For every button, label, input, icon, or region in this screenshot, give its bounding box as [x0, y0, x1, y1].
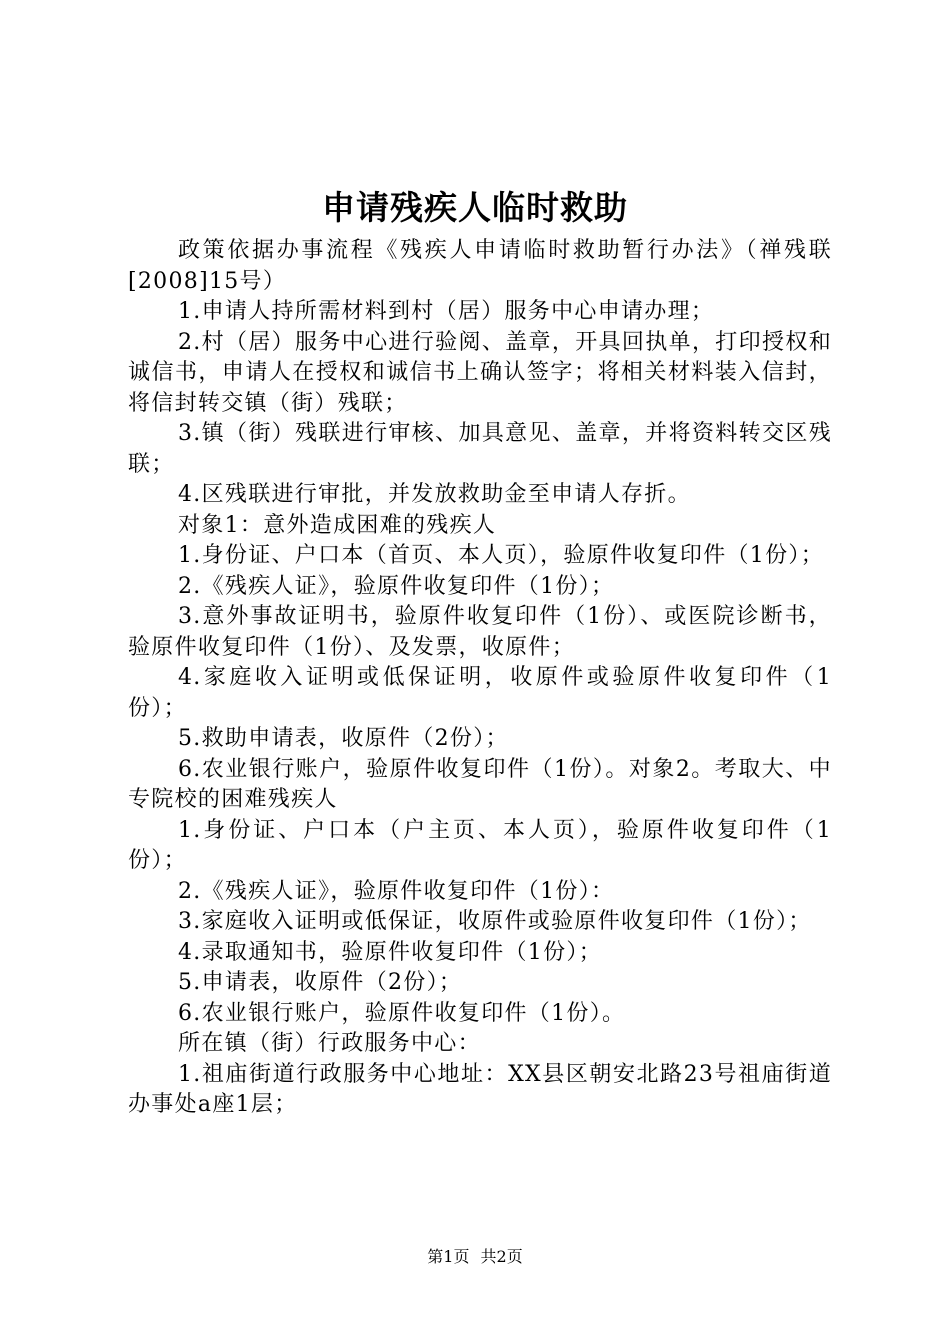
- page-total: 共2页: [480, 1247, 523, 1266]
- document-title: 申请残疾人临时救助: [322, 188, 628, 227]
- paragraph: 1.申请人持所需材料到村（居）服务中心申请办理；: [178, 299, 715, 324]
- paragraph: 3.镇（街）残联进行审核、加具意见、盖章，并将资料转交区残联；: [128, 421, 832, 477]
- paragraph: 2.《残疾人证》，验原件收复印件（1份）：: [178, 878, 615, 904]
- page-number: 第1页: [427, 1247, 470, 1266]
- paragraph: 3.意外事故证明书，验原件收复印件（1份）、或医院诊断书，验原件收复印件（1份）、及发票，收原件；: [128, 604, 832, 660]
- paragraph: 1.祖庙街道行政服务中心地址：XX县区朝安北路23号祖庙街道办事处a座1层；: [128, 1061, 832, 1117]
- paragraph: 对象1：意外造成困难的残疾人: [178, 512, 497, 538]
- paragraph: 6.农业银行账户，验原件收复印件（1份）。对象2。考取大、中专院校的困难残疾人: [128, 756, 832, 812]
- paragraph: 2.《残疾人证》，验原件收复印件（1份）；: [178, 573, 615, 599]
- paragraph: 6.农业银行账户，验原件收复印件（1份）。: [178, 1000, 626, 1026]
- paragraph: 政策依据办事流程《残疾人申请临时救助暂行办法》（禅残联[2008]15号）: [128, 238, 832, 294]
- paragraph: 5.救助申请表，收原件（2份）；: [178, 726, 509, 751]
- paragraph: 4.家庭收入证明或低保证明，收原件或验原件收复印件（1份）；: [128, 665, 832, 721]
- paragraph: 4.区残联进行审批，并发放救助金至申请人存折。: [178, 482, 691, 507]
- paragraph: 3.家庭收入证明或低保证，收原件或验原件收复印件（1份）；: [178, 909, 812, 934]
- paragraph: 1.身份证、户口本（首页、本人页），验原件收复印件（1份）；: [178, 543, 824, 568]
- page-footer: [0, 1244, 950, 1267]
- paragraph: 所在镇（街）行政服务中心：: [178, 1031, 481, 1056]
- document-body: [128, 236, 832, 1121]
- paragraph: 4.录取通知书，验原件收复印件（1份）；: [178, 939, 602, 965]
- paragraph: 1.身份证、户口本（户主页、本人页），验原件收复印件（1份）；: [128, 817, 832, 873]
- paragraph: 5.申请表，收原件（2份）；: [178, 970, 463, 995]
- paragraph: 2.村（居）服务中心进行验阅、盖章，开具回执单，打印授权和诚信书，申请人在授权和诚信书上确认签字；将相关材料装入信封，将信封转交镇（街）残联；: [128, 329, 832, 416]
